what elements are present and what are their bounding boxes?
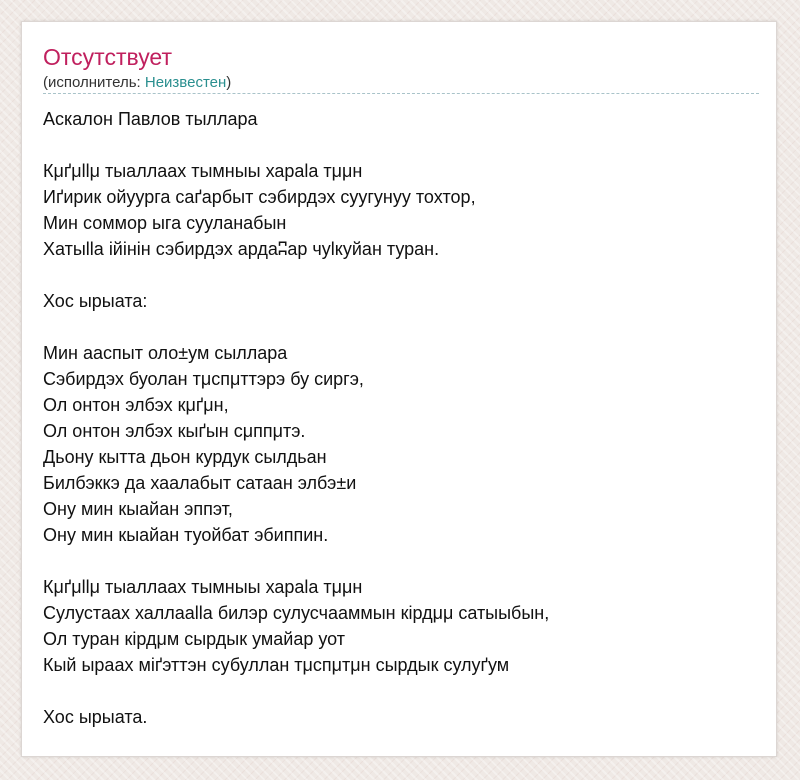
lyric-line	[43, 314, 763, 340]
lyric-line	[43, 678, 763, 704]
lyric-line: Мин соммор ыга сууланабын	[43, 213, 287, 233]
lyric-line	[43, 262, 763, 288]
lyric-line: Сулустаах халлааllа билэр сулусчааммын кірдμμ сатыыбын,	[43, 603, 550, 623]
lyrics-text	[43, 106, 763, 730]
artist-line	[43, 73, 231, 93]
lyric-line	[43, 132, 763, 158]
artist-link[interactable]: Неизвестен	[144, 74, 227, 91]
lyric-line: Кμґμllμ тыаллаах тымныы хараlа тμμн	[43, 161, 363, 181]
lyric-line: Хос ырыата.	[43, 707, 148, 727]
lyric-line: Билбэккэ да хаалабыт сатаан элбэ±и	[43, 473, 357, 493]
lyric-line	[43, 548, 763, 574]
lyric-line: Сэбирдэх буолан тμспμттэрэ бу сиргэ,	[43, 369, 364, 389]
lyric-line: Кый ыраах міґэттэн субуллан тμспμтμн сырдык сулуґум	[43, 655, 510, 675]
lyric-line: Ол онтон элбэх кμґμн,	[43, 395, 229, 415]
lyric-line: Дьону кытта дьон курдук сылдьан	[43, 447, 327, 467]
lyric-line: Ол онтон элбэх кыґын сμппμтэ.	[43, 421, 306, 441]
lyrics-card	[21, 21, 777, 757]
lyric-line: Кμґμllμ тыаллаах тымныы хараlа тμμн	[43, 577, 363, 597]
lyric-line: Хос ырыата:	[43, 291, 148, 311]
artist-prefix: (исполнитель:	[43, 74, 145, 91]
lyric-line: Иґирик ойуурга саґарбыт сэбирдэх суугунуу тохтор,	[43, 187, 476, 207]
lyric-line: Хатыllа ійінін сэбирдэх ардаʭар чуlкуйан туран.	[43, 239, 440, 259]
lyric-line: Ону мин кыайан туойбат эбиппин.	[43, 525, 329, 545]
lyric-line: Мин ааспыт оло±ум сыллара	[43, 343, 288, 363]
song-title: Отсутствует	[43, 44, 172, 70]
lyric-line: Ол туран кірдμм сырдык умайар уот	[43, 629, 345, 649]
title-divider	[43, 93, 759, 94]
artist-suffix: )	[226, 74, 232, 91]
lyric-line: Аскалон Павлов тыллара	[43, 109, 258, 129]
lyric-line: Ону мин кыайан эппэт,	[43, 499, 233, 519]
